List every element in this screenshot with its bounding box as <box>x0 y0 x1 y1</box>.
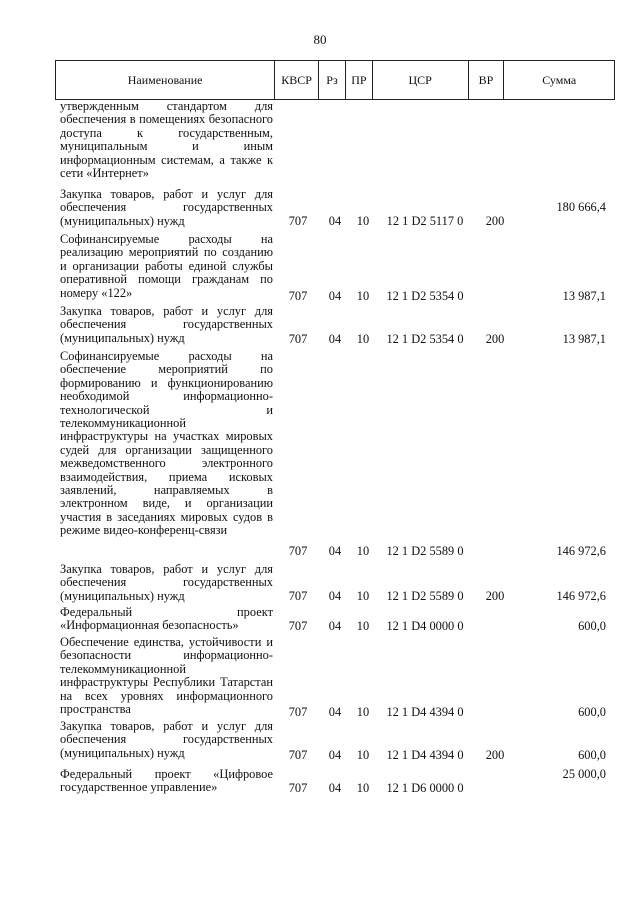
row-csr: 12 1 D2 5354 0 <box>386 289 464 303</box>
row-rz: 04 <box>328 748 342 762</box>
row-rz: 04 <box>328 332 342 346</box>
row-csr: 12 1 D6 0000 0 <box>386 781 464 795</box>
row-rz: 04 <box>328 544 342 558</box>
row-name: Закупка товаров, работ и услуг для обеспечения государственных (муниципальных) нужд <box>60 719 273 760</box>
row-rz: 04 <box>328 781 342 795</box>
row-kvsr: 707 <box>288 589 308 603</box>
row-kvsr: 707 <box>288 781 308 795</box>
row-kvsr: 707 <box>288 705 308 719</box>
row-name: Федеральный проект «Информационная безопасность» <box>60 605 273 633</box>
header-name: Наименование <box>56 61 275 99</box>
row-vr: 200 <box>485 214 505 228</box>
row-vr: 200 <box>485 589 505 603</box>
row-pr: 10 <box>356 544 370 558</box>
row-name: Закупка товаров, работ и услуг для обеспечения государственных (муниципальных) нужд <box>60 562 273 603</box>
row-pr: 10 <box>356 748 370 762</box>
row-kvsr: 707 <box>288 619 308 633</box>
row-kvsr: 707 <box>288 214 308 228</box>
header-sum: Сумма <box>542 72 577 87</box>
row-rz: 04 <box>328 289 342 303</box>
row-name: Закупка товаров, работ и услуг для обеспечения государственных (муниципальных) нужд <box>60 187 273 228</box>
row-sum: 25 000,0 <box>562 767 606 781</box>
row-sum: 600,0 <box>578 619 606 633</box>
row-kvsr: 707 <box>288 332 308 346</box>
row-sum: 600,0 <box>578 705 606 719</box>
row-rz: 04 <box>328 705 342 719</box>
row-pr: 10 <box>356 705 370 719</box>
row-csr: 12 1 D4 4394 0 <box>386 748 464 762</box>
row-name: Софинансируемые расходы на реализацию мероприятий по созданию и организации работы единой службы оперативной помощи гражданам по номеру «122» <box>60 232 273 300</box>
row-name: Софинансируемые расходы на обеспечение мероприятий по формированию и функционированию необходимой информационно-технологической и телекоммуникационной инфраструктуры на участках мировых судей для организации защищенного межведомственного электронного взаимодействия, приема исковых заявлений, направляемых в электронном виде, и организации участия в заседаниях мировых судов в режиме видео-конференц-связи <box>60 349 273 538</box>
row-pr: 10 <box>356 589 370 603</box>
page-number: 80 <box>313 32 327 47</box>
row-sum: 146 972,6 <box>556 544 606 558</box>
row-csr: 12 1 D4 0000 0 <box>386 619 464 633</box>
row-name: Закупка товаров, работ и услуг для обеспечения государственных (муниципальных) нужд <box>60 304 273 345</box>
row-sum: 13 987,1 <box>562 332 606 346</box>
row-kvsr: 707 <box>288 748 308 762</box>
row-csr: 12 1 D2 5354 0 <box>386 332 464 346</box>
row-vr: 200 <box>485 748 505 762</box>
row-name: Обеспечение единства, устойчивости и безопасности информационно-телекоммуникационной инфраструктуры Республики Татарстан на всех уровнях информационного пространства <box>60 635 273 717</box>
row-name: Федеральный проект «Цифровое государственное управление» <box>60 767 273 795</box>
header-csr: ЦСР <box>373 61 469 99</box>
row-pr: 10 <box>356 214 370 228</box>
row-sum: 600,0 <box>578 748 606 762</box>
table-header <box>55 60 615 100</box>
row-pr: 10 <box>356 289 370 303</box>
header-pr: ПР <box>346 61 373 99</box>
row-sum: 13 987,1 <box>562 289 606 303</box>
row-rz: 04 <box>328 214 342 228</box>
row-rz: 04 <box>328 619 342 633</box>
header-rz: Рз <box>319 61 346 99</box>
header-vr: ВР <box>469 61 505 99</box>
row-rz: 04 <box>328 589 342 603</box>
row-kvsr: 707 <box>288 544 308 558</box>
row-pr: 10 <box>356 781 370 795</box>
row-pr: 10 <box>356 332 370 346</box>
row-csr: 12 1 D2 5117 0 <box>386 214 464 228</box>
row-csr: 12 1 D2 5589 0 <box>386 544 464 558</box>
row-csr: 12 1 D2 5589 0 <box>386 589 464 603</box>
row-sum: 180 666,4 <box>556 200 606 214</box>
row-sum: 146 972,6 <box>556 589 606 603</box>
row-csr: 12 1 D4 4394 0 <box>386 705 464 719</box>
row-vr: 200 <box>485 332 505 346</box>
row-pr: 10 <box>356 619 370 633</box>
row-name: утвержденным стандартом для обеспечения в помещениях безопасного доступа к государственным, муниципальным и иным информационным системам, а также к сети «Интернет» <box>60 99 273 181</box>
row-kvsr: 707 <box>288 289 308 303</box>
header-kvsr: КВСР <box>275 61 319 99</box>
